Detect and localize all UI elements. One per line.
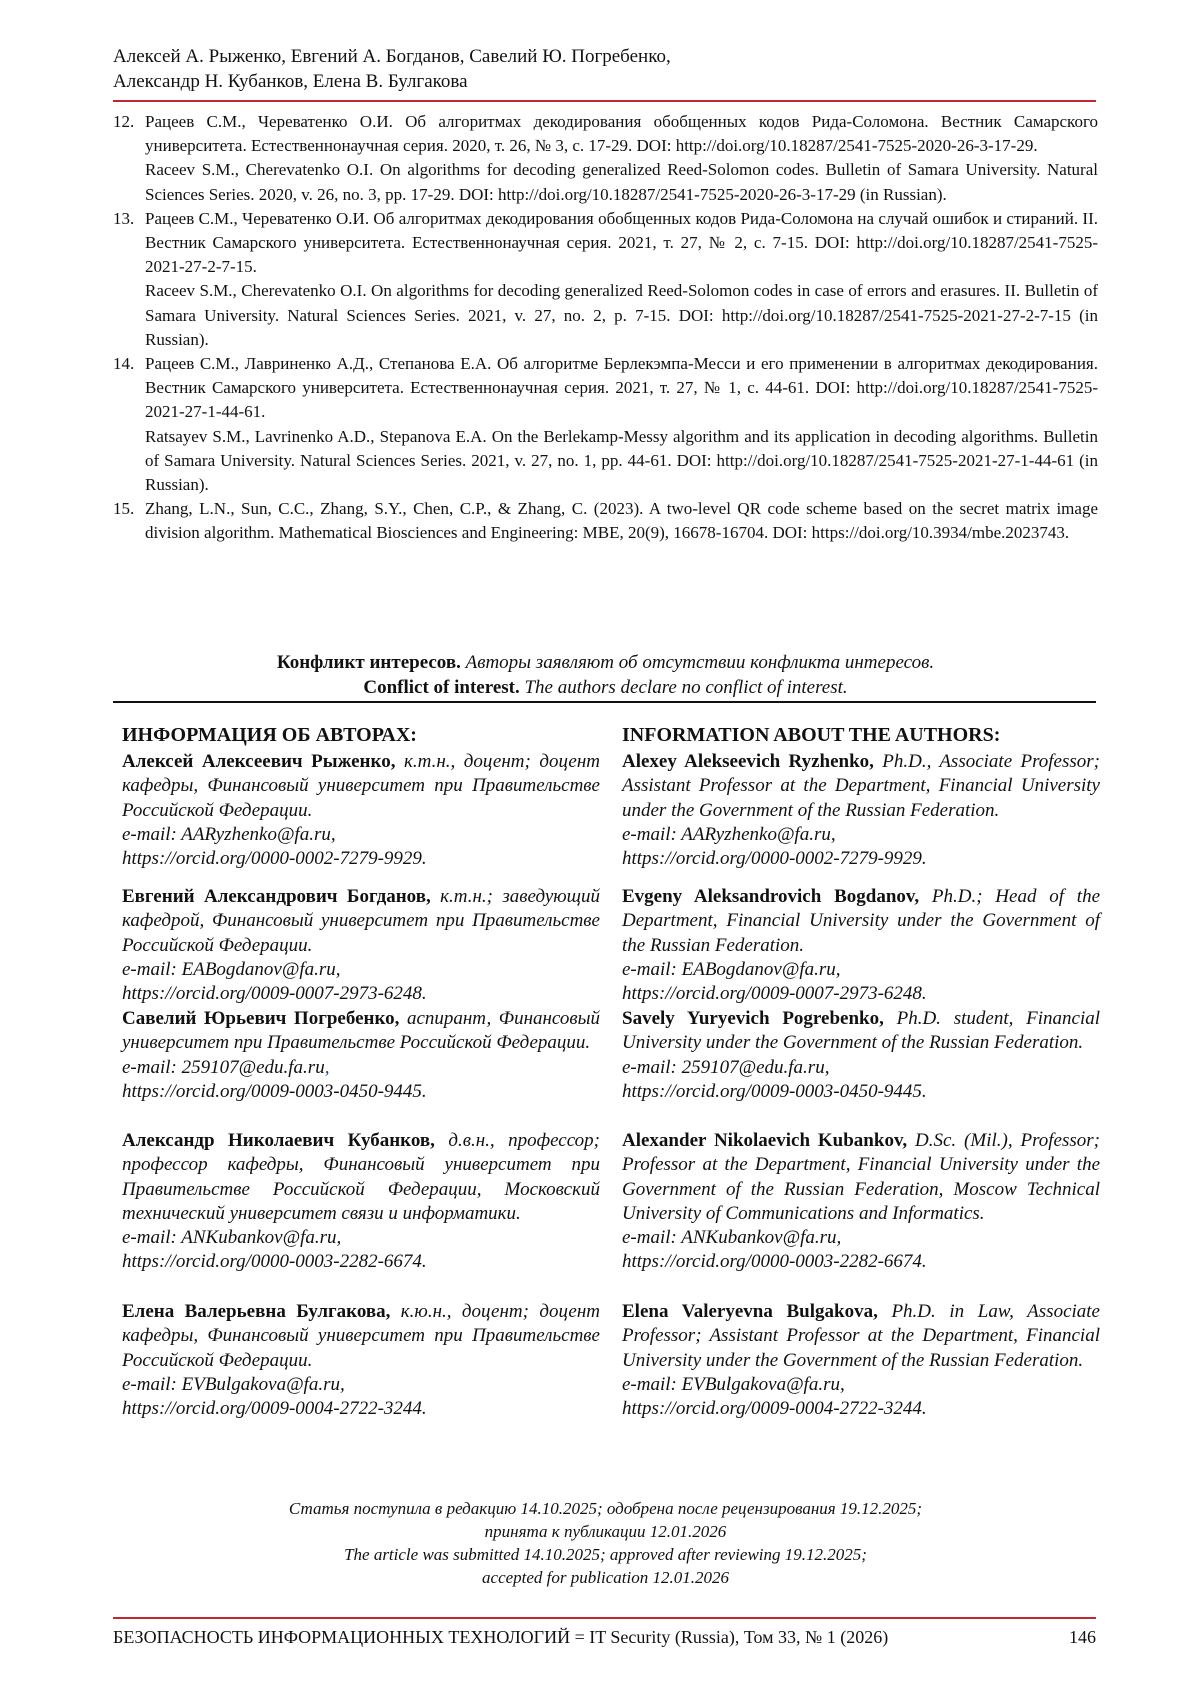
conflict-en-text: The authors declare no conflict of interest.: [524, 677, 848, 698]
conflict-en: [113, 675, 1098, 700]
reference-item: [113, 110, 1098, 207]
reference-ru: Рацеев С.М., Череватенко О.И. Об алгоритмах декодирования обобщенных кодов Рида-Соломона на случай ошибок и стираний. II. Вестник Самарского университета. Естественнонаучная серия. 2021, т. 27, № 2, с. 7-15. DOI: http://doi.org/10.18287/2541-7525-2021-27-2-7-15.: [145, 208, 1098, 277]
authors-ru-heading: ИНФОРМАЦИЯ ОБ АВТОРАХ:: [122, 724, 417, 746]
author-description: аспирант, Финансовый университет при Правительстве Российской Федерации.: [122, 1008, 601, 1054]
author-orcid: https://orcid.org/0009-0003-0450-9445.: [622, 1080, 927, 1102]
authors-ru-column: [122, 722, 600, 1421]
email-link[interactable]: ,: [324, 1056, 330, 1078]
author-entry: [622, 750, 1100, 885]
author-entry: [622, 885, 1100, 1007]
author-email: e-mail: 259107@edu.fa.ru,: [622, 1056, 830, 1078]
author-entry: [622, 1007, 1100, 1129]
author-name: Елена Валерьевна Булгакова,: [122, 1301, 391, 1322]
author-description: к.ю.н., доцент; доцент кафедры, Финансовый университет при Правительстве Российской Федерации.: [122, 1301, 600, 1371]
conflict-ru: [113, 650, 1098, 675]
header-rule: [113, 100, 1096, 102]
author-entry: [622, 1300, 1100, 1421]
conflict-ru-text: Авторы заявляют об отсутствии конфликта интересов.: [465, 652, 935, 673]
reference-item: [113, 207, 1098, 352]
author-entry: [122, 1129, 600, 1300]
submission-ru-line-1: Статья поступила в редакцию 14.10.2025; одобрена после рецензирования 19.12.2025;: [288, 1499, 923, 1518]
author-name: Alexey Alekseevich Ryzhenko,: [622, 751, 874, 772]
author-entry: [122, 1007, 600, 1129]
author-name: Алексей Алексеевич Рыженко,: [122, 751, 396, 772]
page-footer: [113, 1625, 1096, 1649]
reference-ru: Рацеев С.М., Череватенко О.И. Об алгоритмах декодирования обобщенных кодов Рида-Соломона. Вестник Самарского университета. Естественнонаучная серия. 2020, т. 26, № 3, с. 17-29. DOI: http://doi.org/10.18287/2541-7525-2020-26-3-17-29.: [145, 112, 1098, 156]
author-email: e-mail: AARyzhenko@fa.ru,: [122, 823, 336, 845]
author-name: Савелий Юрьевич Погребенко,: [122, 1008, 400, 1029]
author-name: Александр Николаевич Кубанков,: [122, 1130, 435, 1151]
author-email: e-mail: EVBulgakova@fa.ru,: [122, 1373, 345, 1395]
journal-citation: БЕЗОПАСНОСТЬ ИНФОРМАЦИОННЫХ ТЕХНОЛОГИЙ = IT Security (Russia), Том 33, № 1 (2026): [113, 1627, 889, 1647]
footer-rule: [113, 1617, 1096, 1619]
header-authors-line-2: Александр Н. Кубанков, Елена В. Булгакова: [113, 71, 468, 92]
author-email: e-mail: EABogdanov@fa.ru,: [622, 958, 841, 980]
author-entry: [122, 885, 600, 1007]
author-name: Alexander Nikolaevich Kubankov,: [622, 1130, 908, 1151]
reference-number: 13.: [113, 208, 135, 228]
page-number: 146: [1069, 1627, 1096, 1647]
author-orcid: https://orcid.org/0009-0004-2722-3244.: [122, 1398, 427, 1420]
author-name: Elena Valeryevna Bulgakova,: [622, 1301, 878, 1322]
author-entry: [622, 1129, 1100, 1300]
reference-text: Zhang, L.N., Sun, C.C., Zhang, S.Y., Chen, C.P., & Zhang, C. (2023). A two-level QR code scheme based on the secret matrix image division algorithm. Mathematical Biosciences and Engineering: MBE, 20(9), 16678-16704. DOI: https://doi.org/10.3934/mbe.2023743.: [145, 499, 1098, 543]
reference-ru: Рацеев С.М., Лавриненко А.Д., Степанова Е.А. Об алгоритме Берлекэмпа-Месси и его применении в алгоритмах декодирования. Вестник Самарского университета. Естественнонаучная серия. 2021, т. 27, № 1, с. 44-61. DOI: http://doi.org/10.18287/2541-7525-2021-27-1-44-61.: [145, 354, 1098, 422]
conflict-ru-label: Конфликт интересов.: [276, 652, 461, 673]
references-list: [113, 110, 1098, 546]
reference-number: 15.: [113, 499, 135, 519]
author-description: D.Sc. (Mil.), Professor; Professor at the Department, Financial University under the Government of the Russian Federation, Moscow Technical University of Communications and Informatics.: [622, 1130, 1100, 1224]
author-orcid: https://orcid.org/0000-0003-2282-6674.: [122, 1251, 427, 1273]
reference-item: [113, 497, 1098, 545]
author-orcid: https://orcid.org/0000-0002-7279-9929.: [122, 848, 427, 870]
author-email: e-mail: EVBulgakova@fa.ru,: [622, 1373, 845, 1395]
conflict-of-interest: [113, 650, 1098, 700]
submission-dates: [113, 1497, 1098, 1589]
author-description: Ph.D. student, Financial University under the Government of the Russian Federation.: [622, 1008, 1100, 1054]
author-orcid: https://orcid.org/0000-0002-7279-9929.: [622, 848, 927, 870]
author-orcid: https://orcid.org/0009-0007-2973-6248.: [122, 983, 427, 1005]
author-description: Ph.D.; Head of the Department, Financial University under the Government of the Russian Federation.: [622, 886, 1101, 956]
reference-en: Ratsayev S.M., Lavrinenko A.D., Stepanova E.A. On the Berlekamp-Messy algorithm and its application in decoding algorithms. Bulletin of Samara University. Natural Sciences Series. 2021, v. 27, no. 1, pp. 44-61. DOI: http://doi.org/10.18287/2541-7525-2021-27-1-44-61 (in Russian).: [145, 426, 1098, 495]
authors-en-column: [622, 722, 1100, 1421]
author-email: e-mail: EABogdanov@fa.ru,: [122, 958, 341, 980]
reference-item: [113, 352, 1098, 497]
author-orcid: https://orcid.org/0009-0003-0450-9445.: [122, 1080, 427, 1102]
author-name: Евгений Александрович Богданов,: [122, 886, 431, 907]
author-description: к.т.н.; заведующий кафедрой, Финансовый университет при Правительстве Российской Федерации.: [122, 886, 601, 956]
author-description: Ph.D., Associate Professor; Assistant Professor at the Department, Financial University under the Government of the Russian Federation.: [622, 751, 1100, 821]
author-description: к.т.н., доцент; доцент кафедры, Финансовый университет при Правительстве Российской Федерации.: [122, 751, 600, 821]
author-email: e-mail: AARyzhenko@fa.ru,: [622, 823, 836, 845]
reference-number: 14.: [113, 354, 135, 374]
author-name: Evgeny Aleksandrovich Bogdanov,: [622, 886, 920, 907]
submission-ru-line-2: принята к публикации 12.01.2026: [484, 1522, 727, 1541]
submission-en-line-1: The article was submitted 14.10.2025; approved after reviewing 19.12.2025;: [344, 1545, 867, 1564]
running-header: [113, 44, 1093, 94]
author-orcid: https://orcid.org/0009-0007-2973-6248.: [622, 983, 927, 1005]
submission-en-line-2: accepted for publication 12.01.2026: [482, 1568, 729, 1587]
author-email: e-mail: ANKubankov@fa.ru,: [122, 1227, 342, 1249]
author-description: Ph.D. in Law, Associate Professor; Assistant Professor at the Department, Financial University under the Government of the Russian Federation.: [622, 1301, 1100, 1371]
author-description: д.в.н., профессор; профессор кафедры, Финансовый университет при Правительстве Российской Федерации, Московский технический университет связи и информатики.: [122, 1130, 600, 1224]
author-email: e-mail: 259107@edu.fa.ru: [122, 1056, 325, 1078]
author-name: Savely Yuryevich Pogrebenko,: [622, 1008, 884, 1029]
authors-en-heading: INFORMATION ABOUT THE AUTHORS:: [622, 724, 1001, 746]
author-orcid: https://orcid.org/0009-0004-2722-3244.: [622, 1398, 927, 1420]
reference-en: Raceev S.M., Cherevatenko O.I. On algorithms for decoding generalized Reed-Solomon codes in case of errors and erasures. II. Bulletin of Samara University. Natural Sciences Series. 2021, v. 27, no. 2, p. 7-15. DOI: http://doi.org/10.18287/2541-7525-2021-27-2-7-15 (in Russian).: [145, 281, 1098, 349]
author-orcid: https://orcid.org/0000-0003-2282-6674.: [622, 1251, 927, 1273]
section-divider: [113, 701, 1096, 703]
reference-number: 12.: [113, 112, 135, 131]
author-entry: [122, 750, 600, 885]
author-entry: [122, 1300, 600, 1421]
author-email: e-mail: ANKubankov@fa.ru,: [622, 1227, 842, 1249]
reference-en: Raceev S.M., Cherevatenko O.I. On algorithms for decoding generalized Reed-Solomon codes. Bulletin of Samara University. Natural Sciences Series. 2020, v. 26, no. 3, pp. 17-29. DOI: http://doi.org/10.18287/2541-7525-2020-26-3-17-29 (in Russian).: [145, 160, 1098, 204]
header-authors-line-1: Алексей А. Рыженко, Евгений А. Богданов, Савелий Ю. Погребенко,: [113, 46, 671, 67]
conflict-en-label: Conflict of interest.: [363, 677, 520, 698]
